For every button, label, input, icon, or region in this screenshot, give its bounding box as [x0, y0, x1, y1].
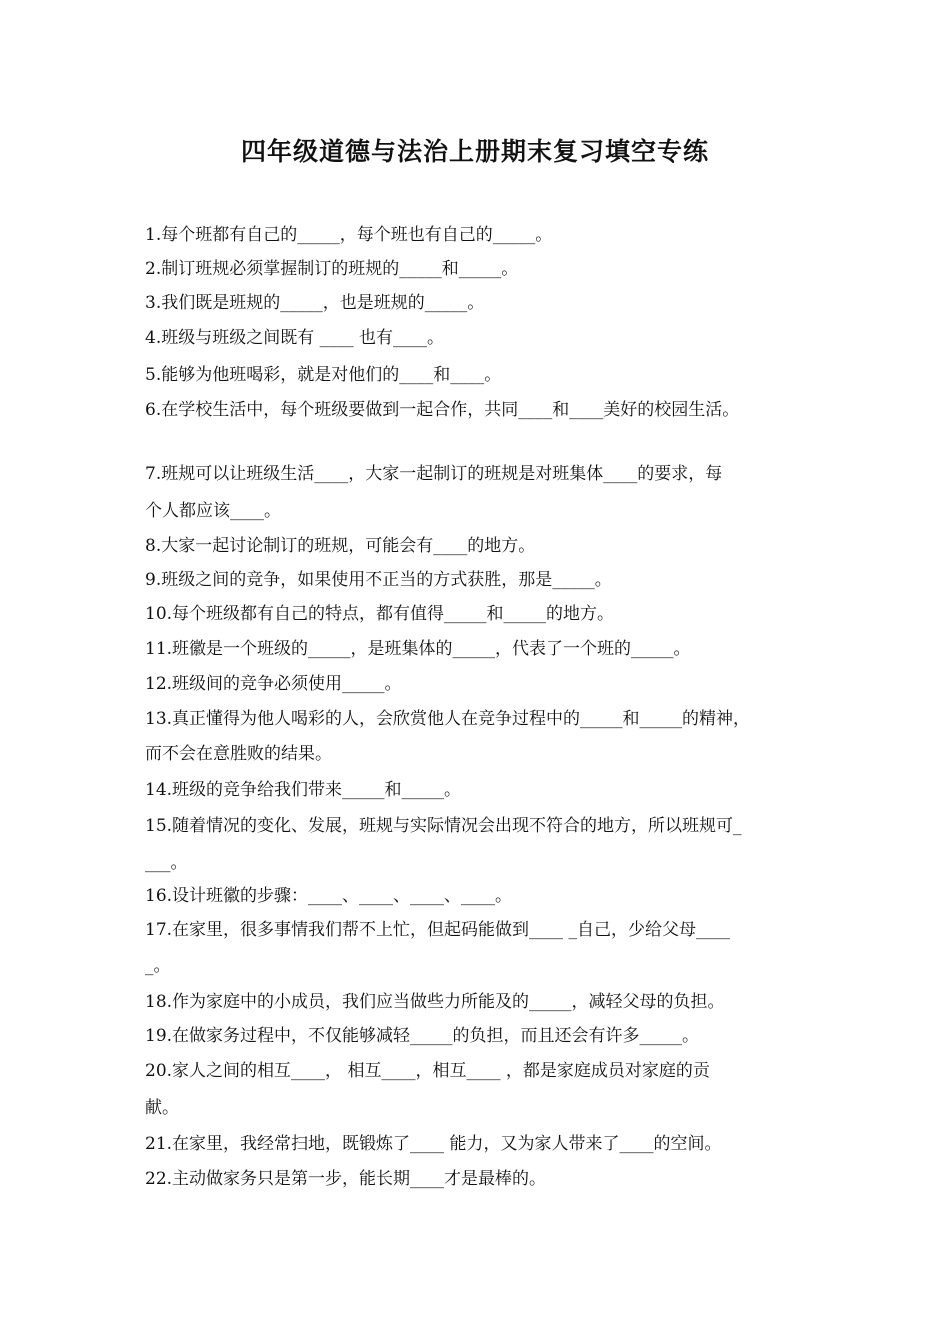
question-line: 13.真正懂得为他人喝彩的人，会欣赏他人在竞争过程中的_____和_____的精神， — [145, 709, 751, 729]
question-line: 22.主动做家务只是第一步，能长期____才是最棒的。 — [145, 1169, 547, 1189]
question-line: 献。 — [145, 1098, 179, 1118]
question-line: 12.班级间的竞争必须使用_____。 — [145, 674, 402, 694]
question-line: 16.设计班徽的步骤：____、____、____、____。 — [145, 886, 513, 906]
question-line: 9.班级之间的竞争，如果使用不正当的方式获胜，那是_____。 — [145, 570, 612, 590]
question-line: ___。 — [145, 853, 188, 873]
page-title: 四年级道德与法治上册期末复习填空专练 — [240, 137, 709, 166]
question-line: 15.随着情况的变化、发展，班规与实际情况会出现不符合的地方，所以班规可_ — [145, 816, 742, 836]
question-line: _。 — [145, 956, 171, 976]
question-line: 18.作为家庭中的小成员，我们应当做些力所能及的_____，减轻父母的负担。 — [145, 992, 725, 1012]
question-line: 19.在做家务过程中，不仅能够减轻_____的负担，而且还会有许多_____。 — [145, 1026, 700, 1046]
question-line: 8.大家一起讨论制订的班规，可能会有____的地方。 — [145, 536, 536, 556]
question-line: 5.能够为他班喝彩，就是对他们的____和____。 — [145, 365, 502, 385]
question-line: 17.在家里，很多事情我们帮不上忙，但起码能做到____ _自己，少给父母____ — [145, 920, 730, 940]
question-line: 3.我们既是班规的_____，也是班规的_____。 — [145, 293, 485, 313]
question-line: 1.每个班都有自己的_____，每个班也有自己的_____。 — [145, 225, 553, 245]
question-line: 2.制订班规必须掌握制订的班规的_____和_____。 — [145, 259, 519, 279]
question-line: 个人都应该____。 — [145, 501, 281, 521]
question-line: 而不会在意胜败的结果。 — [145, 744, 332, 764]
question-line: 4.班级与班级之间既有 ____ 也有____。 — [145, 328, 445, 348]
question-line: 21.在家里，我经常扫地，既锻炼了____ 能力，又为家人带来了____的空间。 — [145, 1134, 722, 1154]
question-line: 20.家人之间的相互____， 相互____，相互____ ，都是家庭成员对家庭的贡 — [145, 1061, 710, 1081]
question-line: 7.班规可以让班级生活____，大家一起制订的班规是对班集体____的要求，每 — [145, 464, 723, 484]
question-line: 6.在学校生活中，每个班级要做到一起合作，共同____和____美好的校园生活。 — [145, 400, 740, 420]
question-line: 14.班级的竞争给我们带来_____和_____。 — [145, 780, 462, 800]
question-line: 10.每个班级都有自己的特点，都有值得_____和_____的地方。 — [145, 604, 615, 624]
question-line: 11.班徽是一个班级的_____，是班集体的_____，代表了一个班的_____。 — [145, 639, 691, 659]
